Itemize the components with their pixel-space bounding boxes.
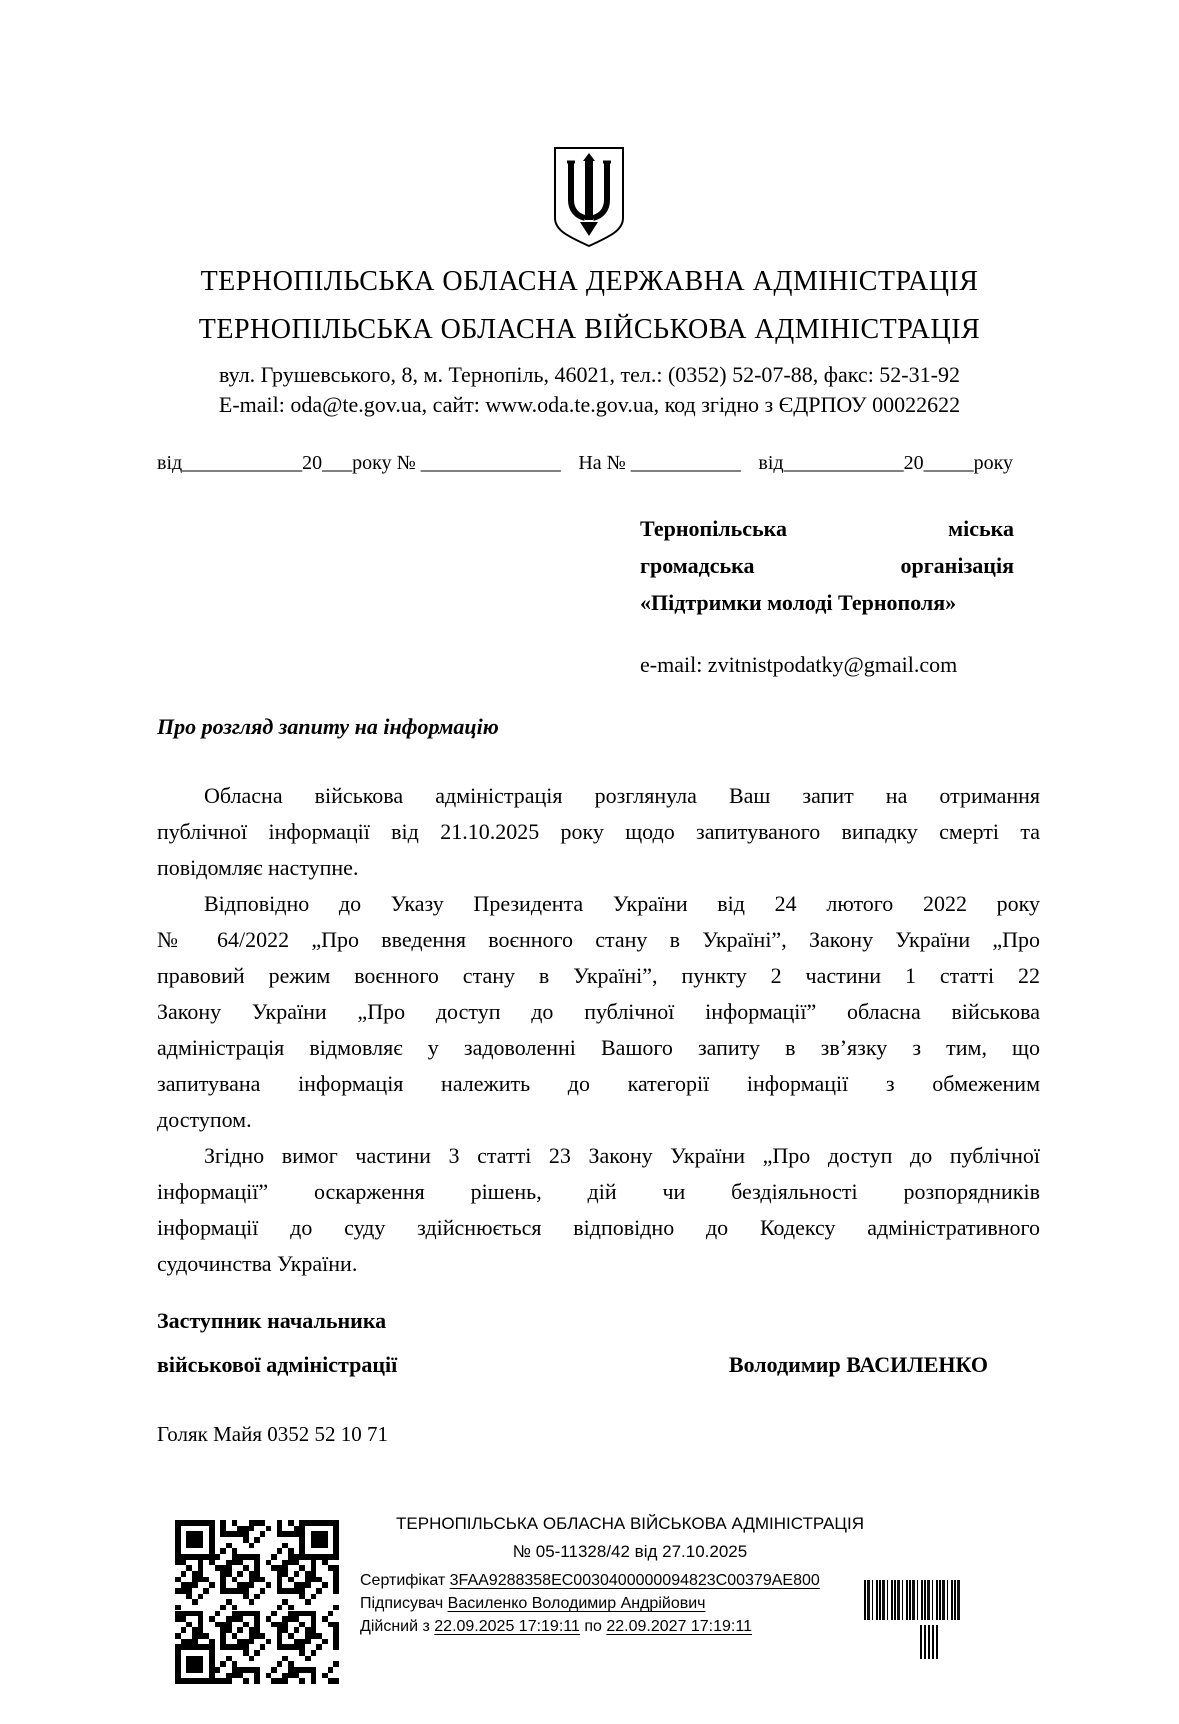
signatory-row	[157, 1352, 1040, 1378]
recipient-text: Тернопільська	[640, 516, 788, 541]
stamp-doc-number: № 05-11328/42 від 27.10.2025	[512, 1542, 748, 1561]
certificate-label: Сертифікат	[360, 1572, 450, 1589]
reference-outgoing-blank: від____________20___року № ______________	[157, 452, 561, 474]
letter-body	[157, 778, 1040, 1282]
signatory-position-line2: військової адміністрації	[157, 1352, 398, 1377]
body-paragraph-3: Згідно вимог частини 3 статті 23 Закону України „Про доступ до публічної інформації” оскарження рішень, дій чи бездіяльності розпорядників інформації до суду здійснюється відповідно до Кодексу адміністративного судочинства України.	[157, 1143, 1040, 1276]
recipient-block	[640, 510, 1014, 621]
signatory-position-line1: Заступник начальника	[157, 1308, 387, 1333]
reference-incoming-date-blank: від____________20_____року	[758, 452, 1013, 474]
ukraine-trident-emblem-icon	[547, 146, 631, 250]
validity-label: Дійсний з	[360, 1618, 435, 1635]
qr-code	[175, 1520, 339, 1684]
subject-line: Про розгляд запиту на інформацію	[157, 714, 499, 739]
recipient-line	[640, 510, 1014, 547]
org-name-line1: ТЕРНОПІЛЬСЬКА ОБЛАСНА ДЕРЖАВНА АДМІНІСТРАЦІЯ	[200, 266, 979, 297]
validity-to: 22.09.2027 17:19:11	[606, 1618, 752, 1635]
stamp-validity-line	[360, 1618, 752, 1636]
reference-incoming-number-blank: На № ___________	[578, 452, 741, 474]
stamp-org-name: ТЕРНОПІЛЬСЬКА ОБЛАСНА ВІЙСЬКОВА АДМІНІСТРАЦІЯ	[396, 1514, 864, 1533]
body-paragraph-1: Обласна військова адміністрація розглянула Ваш запит на отримання публічної інформації від 21.10.2025 року щодо запитуваного випадку смерті та повідомляє наступне.	[157, 783, 1040, 880]
body-paragraph-2: Відповідно до Указу Президента України від 24 лютого 2022 року № 64/2022 „Про введення воєнного стану в Україні”, Закону України „Про правовий режим воєнного стану в Україні”, пункту 2 частини 1 статті 22 Закону України „Про доступ до публічної інформації” обласна військова адміністрація відмовляє у задоволенні Вашого запиту в зв’язку з тим, що запитувана інформація належить до категорії інформації з обмеженим доступом.	[157, 891, 1040, 1132]
certificate-value: 3FAA9288358EC0030400000094823C00379AE800	[449, 1572, 820, 1589]
stamp-certificate-line	[360, 1572, 820, 1590]
org-address-line: вул. Грушевського, 8, м. Тернопіль, 46021, тел.: (0352) 52-07-88, факс: 52-31-92	[219, 362, 960, 387]
barcode-small	[920, 1625, 938, 1659]
recipient-line	[640, 547, 1014, 584]
validity-to-label: по	[579, 1618, 607, 1635]
org-contacts-line: E-mail: oda@te.gov.ua, сайт: www.oda.te.gov.ua, код згідно з ЄДРПОУ 00022622	[218, 392, 961, 417]
reference-blanks-row	[157, 452, 1013, 475]
recipient-email: e-mail: zvitnistpodatky@gmail.com	[640, 652, 958, 677]
barcode	[864, 1580, 960, 1620]
recipient-text: громадська	[640, 553, 755, 578]
validity-from: 22.09.2025 17:19:11	[434, 1618, 580, 1635]
executor-contact: Голяк Майя 0352 52 10 71	[157, 1422, 388, 1446]
recipient-text: організація	[900, 553, 1014, 578]
signer-label: Підписувач	[360, 1595, 448, 1612]
recipient-line: «Підтримки молоді Тернополя»	[640, 590, 957, 615]
recipient-text: міська	[948, 516, 1014, 541]
signer-value: Василенко Володимир Андрійович	[447, 1595, 706, 1612]
signatory-name: Володимир ВАСИЛЕНКО	[728, 1352, 988, 1377]
org-name-line2: ТЕРНОПІЛЬСЬКА ОБЛАСНА ВІЙСЬКОВА АДМІНІСТРАЦІЯ	[198, 314, 981, 345]
stamp-signer-line	[360, 1595, 705, 1613]
